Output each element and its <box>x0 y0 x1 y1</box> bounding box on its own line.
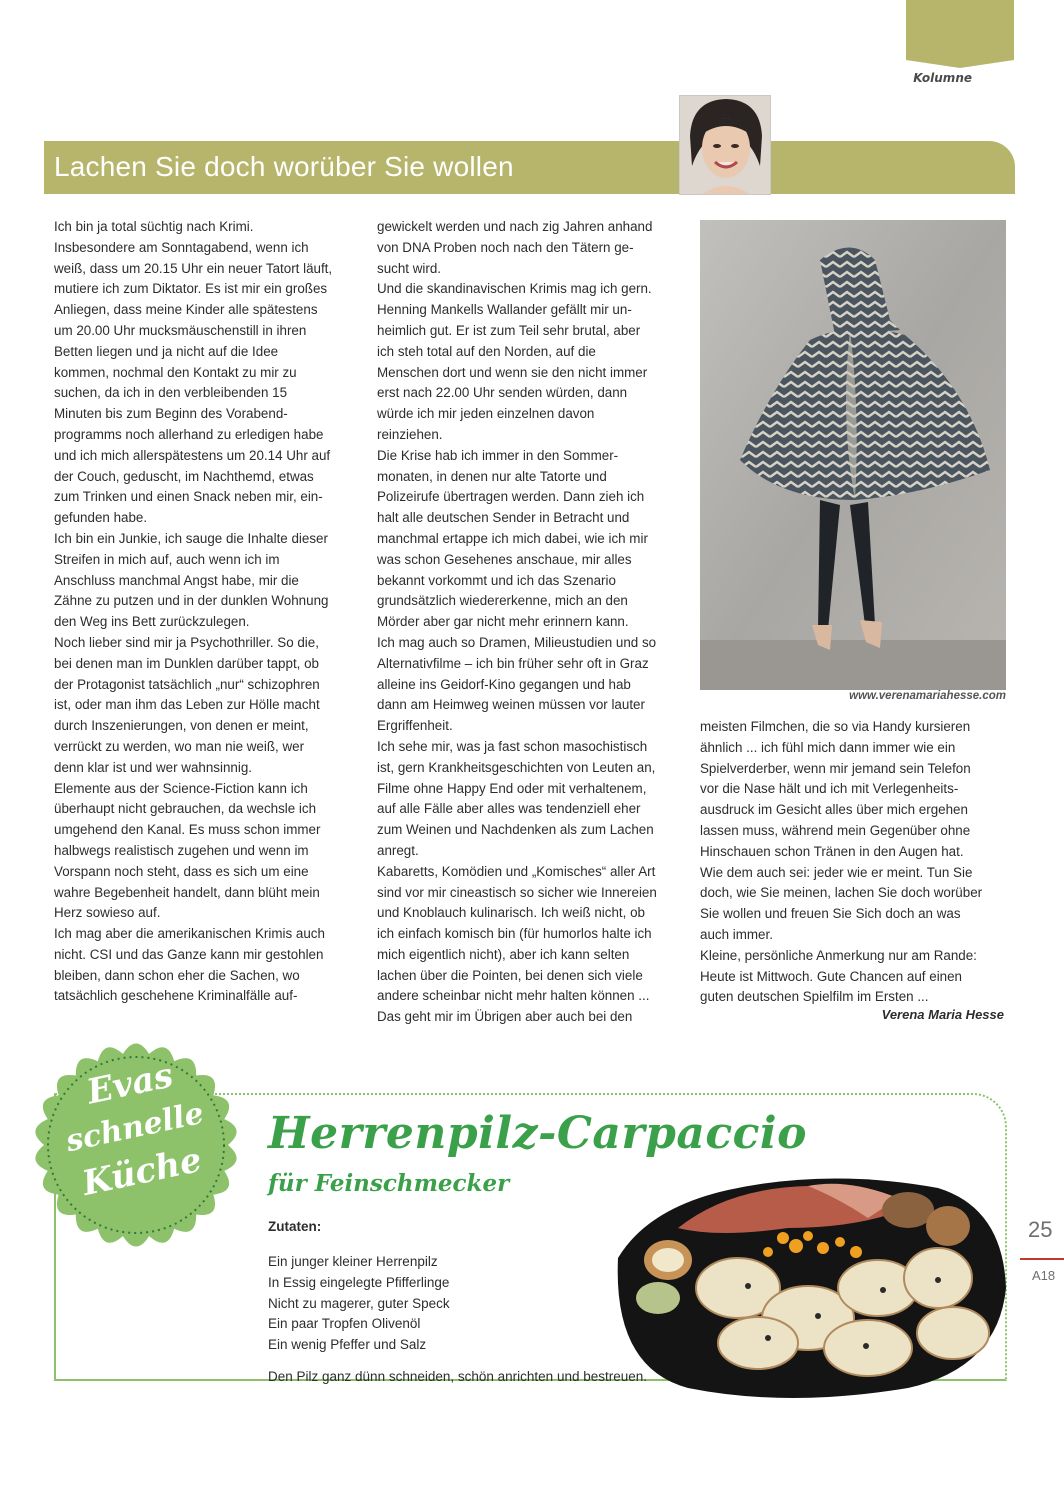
column-title: Lachen Sie doch worüber Sie wollen <box>54 151 514 182</box>
article-line: dann am Heimweg weinen müssen vor lauter <box>377 697 645 713</box>
article-line: grundsätzlich wiedererkenne, mich an den <box>377 593 628 609</box>
article-line: Hinschauen schon Tränen in den Augen hat. <box>700 843 964 859</box>
article-line: meisten Filmchen, die so via Handy kursieren <box>700 719 971 734</box>
article-line: Ich bin ein Junkie, ich sauge die Inhalte dieser <box>54 530 328 546</box>
article-line: lassen muss, während mein Gegenüber ohne <box>700 822 971 838</box>
article-line: Ergriffenheit. <box>377 718 453 734</box>
article-line: Und die skandinavischen Krimis mag ich gern. <box>377 281 652 297</box>
article-line: zum Weinen und Nachdenken als zum Lachen <box>377 822 654 838</box>
cape-photo <box>700 220 1006 690</box>
ingredients-heading: Zutaten: <box>268 1219 322 1234</box>
section-label: Kolumne <box>913 71 972 85</box>
article-line: ausdruck im Gesicht alles über mich ergehen <box>700 802 968 818</box>
recipe-instructions: Den Pilz ganz dünn schneiden, schön anrichten und bestreuen. <box>268 1369 648 1384</box>
article-line: ist, gern Krankheitsgeschichten von Leuten an, <box>377 759 656 775</box>
article-line: der Couch, geduscht, im Nachthemd, etwas <box>54 468 314 484</box>
article-line: ist, oder man ihm das Leben zur Hölle macht <box>54 697 320 713</box>
article-line: doch, wie Sie meinen, lachen Sie doch worüber <box>700 885 983 901</box>
article-line: bleiben, dann schon eher die Sachen, wo <box>54 967 300 983</box>
article-line: Sie wollen und freuen Sie Sich doch an was <box>700 906 961 922</box>
cape-photo-illustration <box>700 220 1006 690</box>
article-line: Ich mag aber die amerikanischen Krimis auch <box>54 926 325 942</box>
article-line: Ich bin ja total süchtig nach Krimi. <box>54 219 254 234</box>
article-line: den Weg ins Bett zurückzulegen. <box>54 614 250 630</box>
recipe-title: Herrenpilz-Carpaccio <box>268 1108 807 1159</box>
article-line: Mörder aber gar nicht mehr erinnern kann. <box>377 614 629 630</box>
article-line: halbwegs realistisch zugehen und wenn im <box>54 842 309 858</box>
article-line: kommen, nochmal den Kontakt zu mir zu <box>54 364 297 380</box>
article-line: erst nach 22.00 Uhr senden würden, dann <box>377 385 628 401</box>
article-line: Spielverderber, wenn mir jemand sein Telefon <box>700 760 971 776</box>
page-number: 25 <box>1028 1217 1053 1242</box>
ingredients-list <box>268 1252 450 1356</box>
article-line: Heute ist Mittwoch. Gute Chancen auf einen <box>700 968 963 984</box>
badge-line: Küche <box>78 1139 206 1205</box>
article-line: programms noch allerhand zu erledigen habe <box>54 426 324 442</box>
article-line: vor die Nase hält und ich mit Verlegenheits- <box>700 781 959 797</box>
article-line: bei denen man im Dunklen darüber tappt, ob <box>54 655 320 671</box>
section-tab-point <box>906 60 1014 68</box>
article-line: Herz sowieso auf. <box>54 905 161 921</box>
article-line: von DNA Proben noch nach den Tätern ge- <box>377 239 634 255</box>
article-line: Menschen dort und wenn sie den nicht immer <box>377 364 648 380</box>
article-line: gefunden habe. <box>54 510 148 526</box>
article-line: denn klar ist und wer wahnsinnig. <box>54 759 252 775</box>
section-tab <box>906 0 1014 60</box>
article-line: Anschluss manchmal Angst habe, mir die <box>54 572 299 588</box>
article-line: Polizeirufe übertragen werden. Dann zieh ich <box>377 489 645 505</box>
recipe-badge-text <box>40 1055 230 1205</box>
recipe-subtitle: für Feinschmecker <box>268 1170 510 1197</box>
article-line: lachen über die Pointen, bei denen sich viele <box>377 967 643 983</box>
article-line: ähnlich ... ich fühl mich dann immer wie ein <box>700 739 956 755</box>
badge-line: schnelle <box>62 1095 207 1160</box>
article-line: Anliegen, dass meine Kinder alle spätestens <box>54 302 318 318</box>
article-line: Insbesondere am Sonntagabend, wenn ich <box>54 239 309 255</box>
author-portrait <box>679 95 771 195</box>
page-number-rule <box>1020 1258 1064 1260</box>
author-signature: Verena Maria Hesse <box>881 1007 1004 1022</box>
article-line: Vorspann noch steht, dass es sich um eine <box>54 863 309 879</box>
author-portrait-illustration <box>680 96 771 195</box>
article-line: der Protagonist tatsächlich „nur“ schizophren <box>54 676 320 692</box>
article-line: ich einfach komisch bin (für humorlos halte ich <box>377 926 652 942</box>
ingredient-item: Nicht zu magerer, guter Speck <box>268 1295 450 1311</box>
article-line: halt alle deutschen Sender in Betracht und <box>377 510 630 526</box>
article-line: Minuten bis zum Beginn des Vorabend- <box>54 406 288 422</box>
article-line: Alternativfilme – ich bin früher sehr oft in Graz <box>377 655 649 671</box>
article-line: überhaupt nicht gebrauchen, da wechsle ich <box>54 801 317 817</box>
article-line: Betten liegen und ja nicht auf die Idee <box>54 343 279 359</box>
article-line: guten deutschen Spielfilm im Ersten ... <box>700 989 929 1005</box>
article-line: zum Trinken und einen Snack neben mir, ein- <box>54 489 323 505</box>
article-line: weiß, dass um 20.15 Uhr ein neuer Tatort läuft, <box>54 260 333 276</box>
article-line: und Knoblauch kulinarisch. Ich weiß nicht, ob <box>377 905 645 921</box>
article-column-1 <box>54 217 364 1007</box>
article-line: Kleine, persönliche Anmerkung nur am Rande: <box>700 947 977 963</box>
ingredient-item: In Essig eingelegte Pfifferlinge <box>268 1274 450 1290</box>
article-line: und ich mich allerspätestens um 20.14 Uhr auf <box>54 447 331 463</box>
photo-credit: www.verenamariahesse.com <box>849 690 1006 702</box>
article-line: wahre Begebenheit handelt, dann blüht mein <box>54 884 320 900</box>
article-line: manchmal ertappe ich mich dabei, wie ich mir <box>377 530 648 546</box>
issue-code: A18 <box>1032 1268 1056 1283</box>
article-column-2 <box>377 217 687 1028</box>
article-line: Die Krise hab ich immer in den Sommer- <box>377 447 619 463</box>
article-line: reinziehen. <box>377 426 443 442</box>
article-line: auf alle Fälle aber alles was tendenziell eher <box>377 801 641 817</box>
article-line: monaten, in denen nur alte Tatorte und <box>377 468 607 484</box>
article-line: würde ich mir jeden einzelnen davon <box>377 406 595 422</box>
article-line: was schon Gesehenes anschaue, mir alles <box>377 551 632 567</box>
article-line: umgehend den Kanal. Es muss schon immer <box>54 822 321 838</box>
article-line: Noch lieber sind mir ja Psychothriller. So die, <box>54 634 319 650</box>
article-line: nicht. CSI und das Ganze kann mir gestohlen <box>54 946 324 962</box>
article-line: durch Inszenierungen, von denen er meint, <box>54 718 309 734</box>
article-line: mich eigentlich nicht), aber ich kann selten <box>377 946 630 962</box>
article-line: auch immer. <box>700 926 773 942</box>
article-column-3 <box>700 717 1010 1008</box>
article-line: sind vor mir cineastisch so sicher wie Innereien <box>377 884 657 900</box>
article-line: alleine ins Geidorf-Kino gegangen und hab <box>377 676 631 692</box>
article-line: anregt. <box>377 842 419 858</box>
article-line: heimlich gut. Er ist zum Teil sehr brutal, aber <box>377 322 641 338</box>
ingredient-item: Ein wenig Pfeffer und Salz <box>268 1337 427 1353</box>
article-line: suchen, da ich in den verbleibenden 15 <box>54 385 288 401</box>
badge-line: Evas <box>83 1055 177 1113</box>
article-line: tatsächlich geschehene Kriminalfälle auf- <box>54 988 298 1004</box>
ingredient-item: Ein paar Tropfen Olivenöl <box>268 1316 421 1332</box>
article-line: sucht wird. <box>377 260 441 276</box>
carpaccio-photo <box>608 1168 1008 1400</box>
article-line: Filme ohne Happy End oder mit verhaltenem, <box>377 780 647 796</box>
article-line: mutiere ich zum Diktator. Es ist mir ein großes <box>54 281 328 297</box>
article-line: Das geht mir im Übrigen aber auch bei den <box>377 1009 633 1025</box>
article-line: ich steh total auf den Norden, auf die <box>377 343 596 359</box>
article-line: Ich sehe mir, was ja fast schon masochistisch <box>377 738 648 754</box>
ingredient-item: Ein junger kleiner Herrenpilz <box>268 1254 438 1269</box>
article-line: Kabaretts, Komödien und „Komisches“ aller Art <box>377 863 656 879</box>
article-line: Zähne zu putzen und in der dunklen Wohnung <box>54 593 329 609</box>
article-line: Wie dem auch sei: jeder wie er meint. Tun Sie <box>700 864 973 880</box>
article-line: verrückt zu werden, wo man nie weiß, wer <box>54 738 305 754</box>
article-line: Elemente aus der Science-Fiction kann ich <box>54 780 308 796</box>
article-line: andere scheinbar nicht mehr halten können ... <box>377 988 650 1004</box>
article-line: Ich mag auch so Dramen, Milieustudien und so <box>377 634 657 650</box>
article-line: gewickelt werden und nach zig Jahren anhand <box>377 219 653 234</box>
article-line: Streifen in mich auf, auch wenn ich im <box>54 551 280 567</box>
article-line: bekannt vorkommt und ich das Szenario <box>377 572 616 588</box>
article-line: um 20.00 Uhr mucksmäuschenstill in ihren <box>54 322 307 338</box>
article-line: Henning Mankells Wallander gefällt mir un- <box>377 302 632 318</box>
